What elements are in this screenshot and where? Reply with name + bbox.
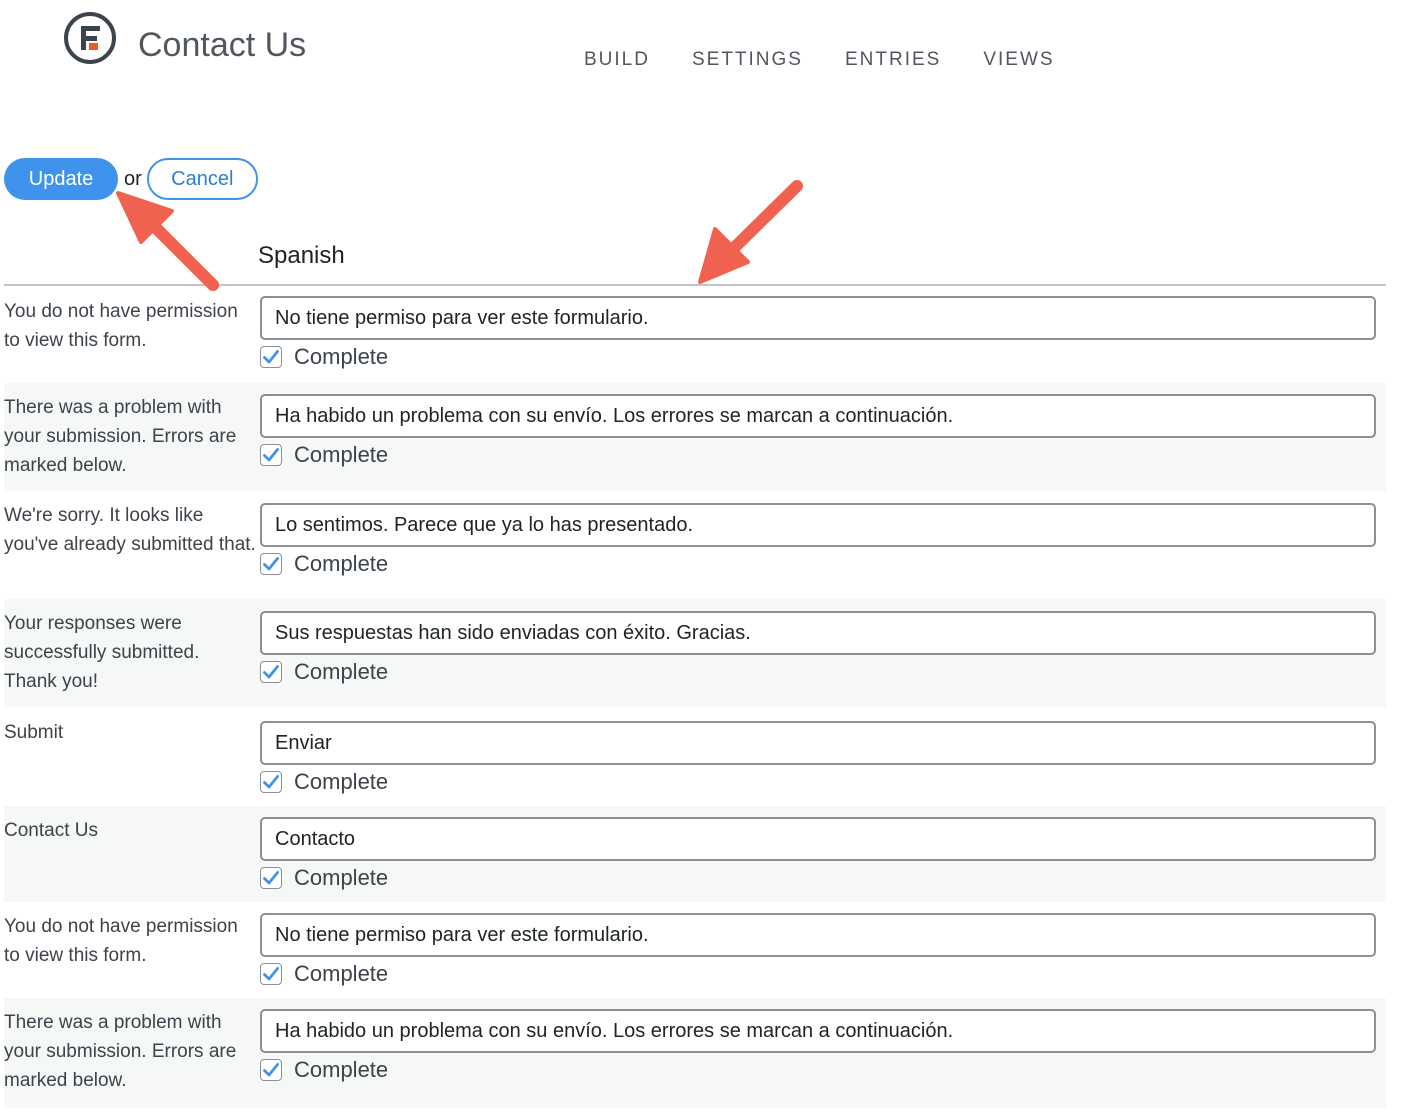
page-title: Contact Us <box>138 26 307 64</box>
source-string-label: Submit <box>4 722 64 743</box>
tab-settings[interactable]: SETTINGS <box>691 49 803 70</box>
complete-toggle[interactable] <box>260 551 388 577</box>
complete-checkbox[interactable] <box>260 553 282 575</box>
complete-label: Complete <box>294 442 389 467</box>
translation-input[interactable] <box>260 1009 1376 1053</box>
complete-toggle[interactable] <box>260 344 388 370</box>
form-actions <box>4 158 258 200</box>
translation-row <box>4 383 1386 491</box>
tab-views[interactable]: VIEWS <box>983 49 1055 70</box>
tab-entries[interactable]: ENTRIES <box>844 49 942 70</box>
translation-input[interactable] <box>260 611 1376 655</box>
complete-checkbox[interactable] <box>260 963 282 985</box>
header-divider <box>4 284 1386 286</box>
complete-label: Complete <box>294 865 389 890</box>
translation-input[interactable] <box>260 503 1376 547</box>
complete-checkbox[interactable] <box>260 1059 282 1081</box>
translation-row <box>4 902 1386 998</box>
checkmark-icon <box>263 871 279 885</box>
complete-label: Complete <box>294 1057 389 1082</box>
complete-toggle[interactable] <box>260 961 388 987</box>
complete-toggle[interactable] <box>260 1057 388 1083</box>
complete-label: Complete <box>294 344 389 369</box>
formidable-logo-icon <box>63 11 117 65</box>
source-string-label: You do not have permission to view this form. <box>4 301 238 351</box>
checkmark-icon <box>263 350 279 364</box>
complete-checkbox[interactable] <box>260 867 282 889</box>
source-string-label: We're sorry. It looks like you've already submitted that. <box>4 505 256 555</box>
translation-input[interactable] <box>260 394 1376 438</box>
complete-toggle[interactable] <box>260 442 388 468</box>
source-string-label: There was a problem with your submission. Errors are marked below. <box>4 397 237 476</box>
source-string-label: Your responses were successfully submitted. Thank you! <box>4 613 200 692</box>
complete-label: Complete <box>294 961 389 986</box>
checkmark-icon <box>263 665 279 679</box>
complete-checkbox[interactable] <box>260 444 282 466</box>
translation-row <box>4 998 1386 1108</box>
complete-checkbox[interactable] <box>260 771 282 793</box>
source-string-label: There was a problem with your submission. Errors are marked below. <box>4 1012 237 1091</box>
translation-row <box>4 287 1386 381</box>
arrow-to-update-icon <box>118 193 213 285</box>
complete-label: Complete <box>294 551 389 576</box>
complete-toggle[interactable] <box>260 865 388 891</box>
complete-label: Complete <box>294 769 389 794</box>
checkmark-icon <box>263 448 279 462</box>
tab-build[interactable]: BUILD <box>584 49 650 70</box>
complete-toggle[interactable] <box>260 659 388 685</box>
checkmark-icon <box>263 775 279 789</box>
source-string-label: Contact Us <box>4 820 98 841</box>
source-string-label: You do not have permission to view this form. <box>4 916 238 966</box>
or-separator: or <box>124 167 142 190</box>
arrow-to-language-icon <box>700 186 797 282</box>
translation-row <box>4 708 1386 806</box>
cancel-button[interactable]: Cancel <box>147 158 258 200</box>
translation-row <box>4 806 1386 902</box>
checkmark-icon <box>263 967 279 981</box>
translation-row <box>4 599 1386 707</box>
translation-input[interactable] <box>260 817 1376 861</box>
complete-label: Complete <box>294 659 389 684</box>
checkmark-icon <box>263 1063 279 1077</box>
complete-checkbox[interactable] <box>260 346 282 368</box>
top-nav <box>584 49 1097 71</box>
translation-input[interactable] <box>260 296 1376 340</box>
checkmark-icon <box>263 557 279 571</box>
translation-row <box>4 491 1386 599</box>
language-column-header: Spanish <box>258 242 345 269</box>
complete-checkbox[interactable] <box>260 661 282 683</box>
translation-input[interactable] <box>260 721 1376 765</box>
update-button[interactable]: Update <box>4 158 118 200</box>
complete-toggle[interactable] <box>260 769 388 795</box>
translation-input[interactable] <box>260 913 1376 957</box>
